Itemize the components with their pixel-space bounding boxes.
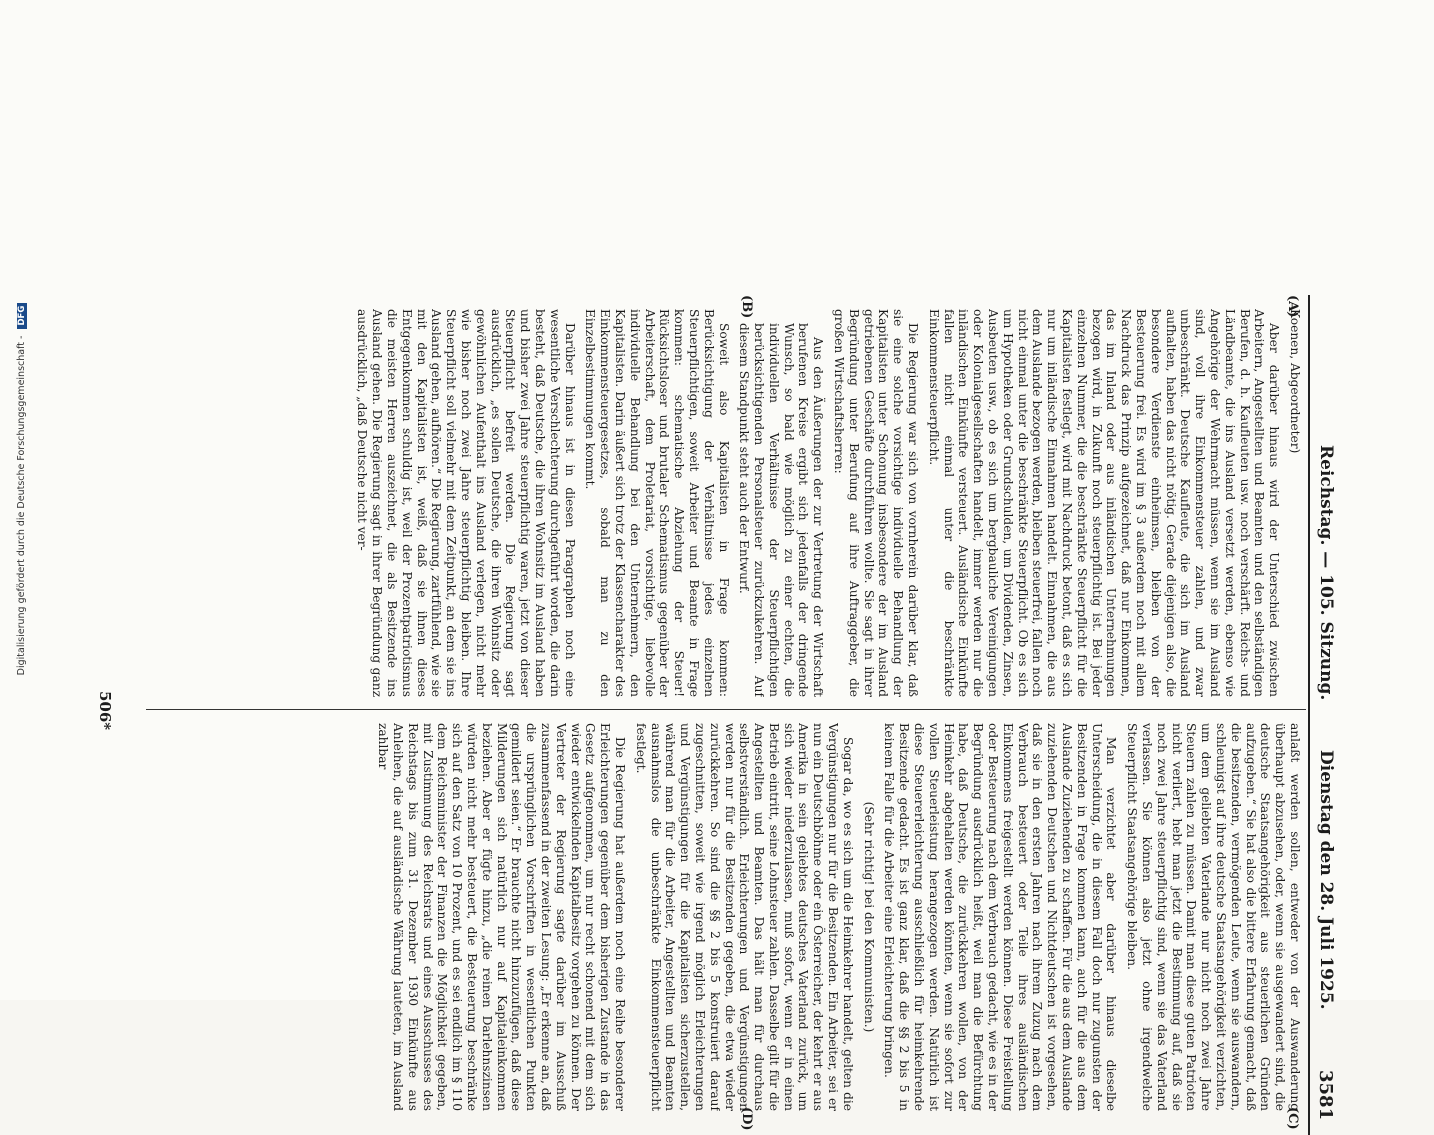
right-column	[142, 723, 1302, 1111]
paragraph: Man verzichtet aber darüber hinaus dieselbe Unterscheidung, die in diesem Fall doch nur zugunsten der Besitzenden in Frage kommen kann, auch für die aus dem Auslande Zuziehenden zu schaffen. Für die aus dem Auslande zuziehenden Deutschen und Nichtdeutschen ist vorgesehen, daß sie in den ersten Jahren nach ihrem Zuzug nach dem Verbrauch besteuert oder Teile ihres ausländischen Einkommens freigestellt werden können. Diese Freistellung oder Besteuerung nach dem Verbrauch gedacht, wie es in der Begründung ausdrücklich heißt, weil man die Befürchtung habe, daß Deutsche, die zurückkehren wollen, von der Heimkehr abgehalten werden könnten, wenn sie sofort zur vollen Steuerleistung herangezogen werden. Natürlich ist diese Steuererleichterung ausschließlich für heimkehrende Besitzende gedacht. Es ist ganz klar, daß die §§ 2 bis 5 in keinem Falle für die Arbeiter eine Erleichterung bringen.	[882, 723, 1119, 1111]
paragraph: Darüber hinaus ist in diesen Paragraphen noch eine wesentliche Verschlechterung durchgeführt worden, die darin besteht, daß Deutsche, die ihren Wohnsitz im Ausland haben und bisher zwei Jahre steuerpflichtig waren, jetzt von dieser Steuerpflicht befreit werden. Die Regierung sagt ausdrücklich, „es sollen Deutsche, die ihren Wohnsitz oder gewöhnlichen Aufenthalt ins Ausland verlegen, nicht mehr wie bisher noch zwei Jahre steuerpflichtig bleiben. Ihre Steuerpflicht soll vielmehr mit dem Zeitpunkt, an dem sie ins Ausland gehen, aufhören.“ Die Regierung, zartfühlend, wie sie mit den Kapitalisten ist, weiß, daß sie ihnen dieses Entgegenkommen schuldig ist, weil der Prozentpatriotismus die meisten Herren auszeichnet, die als Besitzende ins Ausland gehen. Die Regierung sagt in ihrer Begründung ganz ausdrücklich, „daß Deutsche nicht ver-	[355, 309, 577, 697]
header-right: Dienstag den 28. Juli 1925.	[1316, 750, 1336, 1010]
credit-text: Digitalisierung gefördert durch die Deutsche Forschungsgemeinschaft -	[16, 335, 27, 676]
dfg-logo: DFG	[17, 303, 27, 329]
interjection: (Sehr richtig! bei den Kommunisten.)	[861, 801, 876, 1033]
paragraph: Sogar da, wo es sich um die Heimkehrer handelt, gelten die Vergünstigungen nur für die Besitzenden. Ein Arbeiter, sei er nun ein Deutschböhme oder ein Österreicher, der kehrt er aus Amerika in sein geliebtes deutsches Vaterland zurück, um sich wieder niederzulassen, muß sofort, wenn er in einen Betrieb eintritt, seine Lohnsteuer zahlen. Dasselbe gilt für die Angestellten und Beamten. Das hält man für durchaus selbstverständlich. Erleichterungen und Vergünstigungen werden nur für die Besitzenden gegeben, die etwa wieder zurückkehren. So sind die §§ 2 bis 5 konstruiert darauf zugeschnitten, soweit wie irgend möglich Erleichterungen und Vergünstigungen für die Kapitalisten sicherzustellen, während man für die Arbeiter, Angestellten und Beamten ausnahmslos die unbeschränkte Einkommensteuerpflicht festlegt.	[633, 723, 855, 1111]
paragraph: Aber darüber hinaus wird der Unterschied zwischen Arbeitern, Angestellten und Beamten und den selbständigen Berufen, d. h. Kaufleuten usw. noch verschärft. Reichs- und Ländbeamte, die ins Ausland versetzt werden, ebenso wie Angehörige der Wehrmacht müssen, wenn sie im Ausland sind, voll ihre Einkommensteuer zahlen, und zwar unbeschränkt. Deutsche Kaufleute, die sich im Ausland aufhalten, haben das nicht nötig. Gerade diejenigen also, die besondere Verdienste einheimsen, bleiben von der Besteuerung frei. Es wird im § 3 außerdem noch mit allem Nachdruck das Prinzip aufgezeichnet, daß nur Einkommen, das im Inland oder aus inländischen Unternehmungen bezogen wird, in Zukunft noch steuerpflichtig ist. Bei jeder einzelnen Nummer, die die beschränkte Steuerpflicht für die Kapitalisten festlegt, wird mit Nachdruck betont, daß es sich nur um inländische Einnahmen handelt. Einnahmen, die aus dem Auslande bezogen werden, bleiben steuerfrei, fallen noch nicht einmal unter die beschränkte Steuerpflicht. Ob es sich um Hypotheken oder Grundschulden, um Dividenden, Zinsen, Ausbeuten usw., ob es sich um bergbauliche Vereinigungen oder Kolonialgesellschaften handelt, immer werden nur die inländischen Einkünfte versteuert. Ausländische Einkünfte fallen nicht einmal unter die beschränkte Einkommensteuerpflicht.	[926, 309, 1282, 697]
quote-paragraph: Aus den Äußerungen der zur Vertretung der Wirtschaft berufenen Kreise ergibt sich jedenfalls der dringende Wunsch, so bald wie möglich zu einer echten, die individuellen Verhältnisse der Steuerpflichtigen berücksichtigenden Personalsteuer zurückzukehren. Auf diesem Standpunkt steht auch der Entwurf.	[737, 323, 826, 697]
speaker-line: Koenen, Abgeordneter)	[1288, 309, 1302, 454]
margin-mark-b: (B)	[739, 295, 754, 319]
digitization-credit	[16, 9, 34, 969]
header-left: Reichstag. — 105. Sitzung.	[1316, 445, 1336, 701]
margin-mark-a: (A)	[1285, 295, 1300, 318]
paragraph: Die Regierung hat außerdem noch eine Reihe besonderer Erleichterungen gegenüber dem bisherigen Zustande in das Gesetz aufgenommen, um nur recht schonend mit dem sich wieder entwickelnden Kapitalbesitz vorgehen zu können. Der Vertreter der Regierung sagte darüber im Ausschuß zusammenfassend in der zweiten Lesung: „Er erkenne an, daß die ursprünglichen Vorschriften in wesentlichen Punkten gemildert seien.“ Er brauchte nicht hinzuzufügen, daß diese Milderungen sich natürlich nur auf Kapitaleinkommen beziehen. Aber er fügte hinzu, „die reinen Darlehnszinsen würden nicht mehr besteuert, die Besteuerung beschränke sich auf den Satz von 10 Prozent, und es sei endlich im § 110 dem Reichsminister der Finanzen die Möglichkeit gegeben, mit Zustimmung des Reichsrats und eines Ausschusses des Reichstags bis zum 31. Dezember 1930 Einkünfte aus Anleihen, die auf ausländische Währung lauteten, im Ausland zahlbar	[376, 723, 627, 1111]
page-header	[1310, 295, 1340, 1135]
page-number: 3581	[1315, 1070, 1336, 1121]
margin-mark-d: (D)	[739, 1107, 754, 1131]
footer-mark: 506*	[96, 691, 114, 731]
paragraph: Die Regierung war sich von vornherein darüber klar, daß sie eine solche vorsichtige individuelle Behandlung der Kapitalisten unter Schonung insbesondere der im Ausland getriebenen Geschäfte durchführen wollte. Sie sagt in ihrer Begründung unter Berufung auf ihre Auftraggeber, die großen Wirtschaftsherren:	[832, 309, 921, 697]
header-rule	[1308, 295, 1310, 1135]
paragraph: anlaßt werden sollen, entweder von der Auswanderung überhaupt abzusehen, oder, wenn sie ausgewandert sind, die deutsche Staatsangehörigkeit aus steuerlichen Gründen aufzugeben.“ Sie hat also die bittere Erfahrung gemacht, daß die besitzenden, vermögenden Leute, wenn sie auswandern, schleunigst auf ihre deutsche Staatsangehörigkeit verzichten, um dem geliebten Vaterlande nur nicht noch zwei Jahre Steuern zahlen zu müssen. Damit man diese guten Patrioten nicht verliert, hebt man jetzt die Bestimmung auf, daß sie noch zwei Jahre steuerpflichtig sind, wenn sie das Vaterland verlassen. Sie können also jetzt ohne irgendwelche Steuerpflicht Staatsangehörige bleiben.	[1125, 723, 1302, 1111]
left-column	[142, 309, 1302, 697]
paragraph: Soweit also Kapitalisten in Frage kommen: Berücksichtigung der Verhältnisse jedes einzelnen Steuerpflichtigen, soweit Arbeiter und Beamte in Frage kommen: schematische Abziehung der Steuer! Rücksichtsloser und brutaler Schematismus gegenüber der Arbeiterschaft, dem Proletariat, vorsichtige, liebevolle individuelle Behandlung bei den Unternehmern, den Kapitalisten. Darin äußert sich trotz der Klassencharakter des Einkommensteuergesetzes, sobald man zu den Einzelbestimmungen kommt.	[583, 309, 731, 697]
column-divider	[146, 709, 1306, 710]
rotated-newspaper-page	[82, 295, 1352, 1135]
margin-mark-c: (C)	[1285, 1107, 1300, 1130]
